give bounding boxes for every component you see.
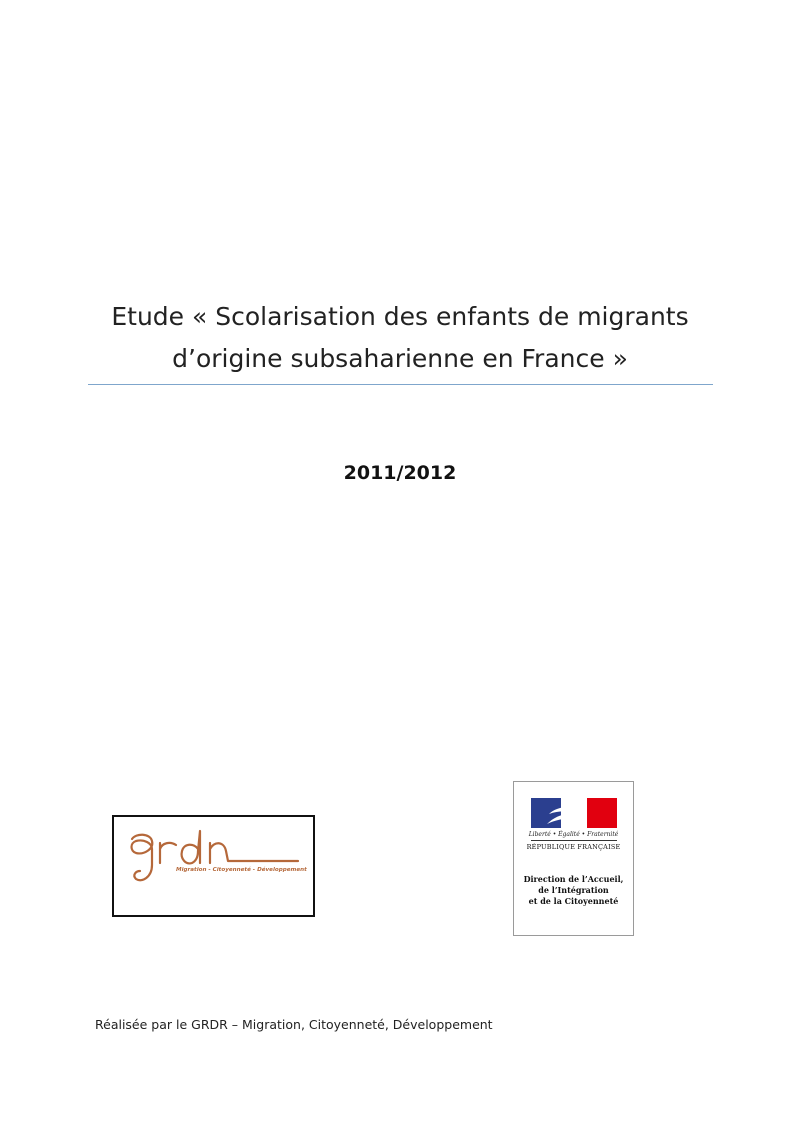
document-year: 2011/2012: [343, 462, 457, 484]
direction-line-3: et de la Citoyenneté: [528, 896, 619, 906]
title-line-2: d’origine subsaharienne en France »: [172, 344, 628, 373]
republique-francaise-logo: [513, 781, 634, 936]
ministry-direction: [514, 874, 633, 907]
marianne-flag-icon: [531, 798, 617, 828]
title-line-1: Etude « Scolarisation des enfants de migrants: [111, 302, 689, 331]
document-footer: Réalisée par le GRDR – Migration, Citoyenneté, Développement: [95, 1017, 493, 1032]
grdr-wordmark-icon: [114, 817, 313, 915]
grdr-tagline: Migration - Citoyenneté - Développement: [176, 867, 307, 873]
direction-line-2: de l’Intégration: [538, 885, 609, 895]
republique-divider: [531, 840, 617, 841]
direction-line-1: Direction de l’Accueil,: [523, 874, 624, 884]
title-divider: [88, 384, 713, 385]
grdr-logo: [112, 815, 315, 917]
republique-motto: Liberté • Égalité • Fraternité: [528, 831, 619, 838]
republique-name: RÉPUBLIQUE FRANÇAISE: [526, 843, 621, 851]
document-title: [88, 296, 712, 380]
